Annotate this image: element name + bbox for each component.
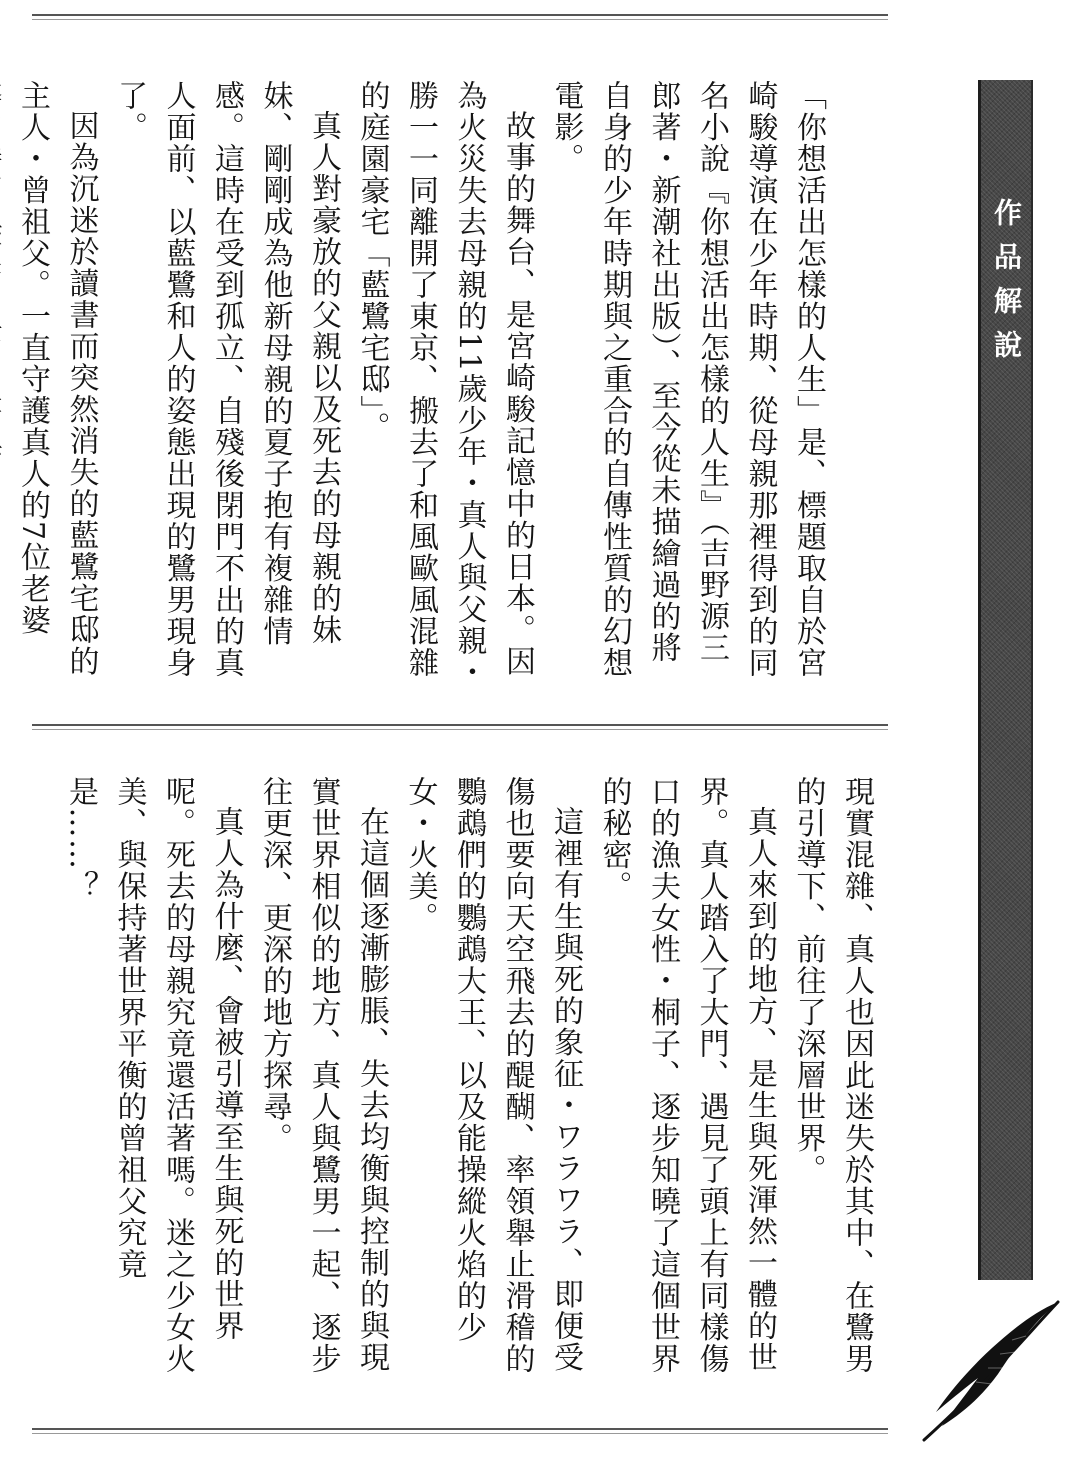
paragraph-mahito: 真人對豪放的父親以及死去的母親的妹妹、剛剛成為他新母親的夏子抱有複雜情感。這時在受到孤立、自殘後閉門不出的真人面前、以藍鷺和人的姿態出現的鷺男現身了。	[112, 80, 341, 679]
upper-text-column	[15, 80, 880, 690]
section-title: 作品解說	[990, 198, 1023, 374]
paragraph-world: 真人來到的地方、是生與死渾然一體的世界。真人踏入了大門、遇見了頭上有同樣傷口的漁夫女性・桐子、逐步知曉了這個世界的秘密。	[596, 776, 777, 1375]
paragraph-intro: 「你想活出怎樣的人生」是、標題取自於宮崎駿導演在少年時期、從母親那裡得到的同名小說『你想活出怎樣的人生』（吉野源三郎著・新潮社出版）、至今從未描繪過的將自身的少年時期與之重合的自傳性質的幻想電影。	[548, 80, 826, 679]
bottom-divider	[32, 1428, 888, 1434]
top-divider	[32, 14, 888, 20]
paragraph-household: 因為沉迷於讀書而突然消失的藍鷺宅邸的主人・曾祖父。一直守護真人的7位老婆	[15, 80, 99, 677]
paragraph-continued: 現實混雜、真人也因此迷失於其中、在鷺男的引導下、前往了深層世界。	[790, 776, 874, 1375]
paragraph-inhabitants: 這裡有生與死的象征・ワラワラ、即便受傷也要向天空飛去的醍醐、率領舉止滑稽的鸚鵡們的鸚鵡大王、以及能操縱火焰的少女・火美。	[402, 776, 583, 1375]
middle-divider	[32, 724, 888, 730]
feather-icon	[908, 1296, 1068, 1446]
lower-text-column	[50, 776, 880, 1396]
paragraph-setting: 故事的舞台、是宮崎駿記憶中的日本。因為火災失去母親的11歲少年・真人與父親・勝一一同離開了東京、搬去了和風歐風混雜的庭園豪宅「藍鷺宅邸」。	[354, 80, 535, 689]
paragraph-questions: 真人為什麼、會被引導至生與死的世界呢。死去的母親究竟還活著嗎。迷之少女火美、與保持著世界平衡的曾祖父究竟是……？	[63, 776, 244, 1375]
section-header-bar	[978, 80, 1033, 1280]
paragraph-journey: 在這個逐漸膨脹、失去均衡與控制的與現實世界相似的地方、真人與鷺男一起、逐步往更深、更深的地方探尋。	[257, 776, 389, 1375]
